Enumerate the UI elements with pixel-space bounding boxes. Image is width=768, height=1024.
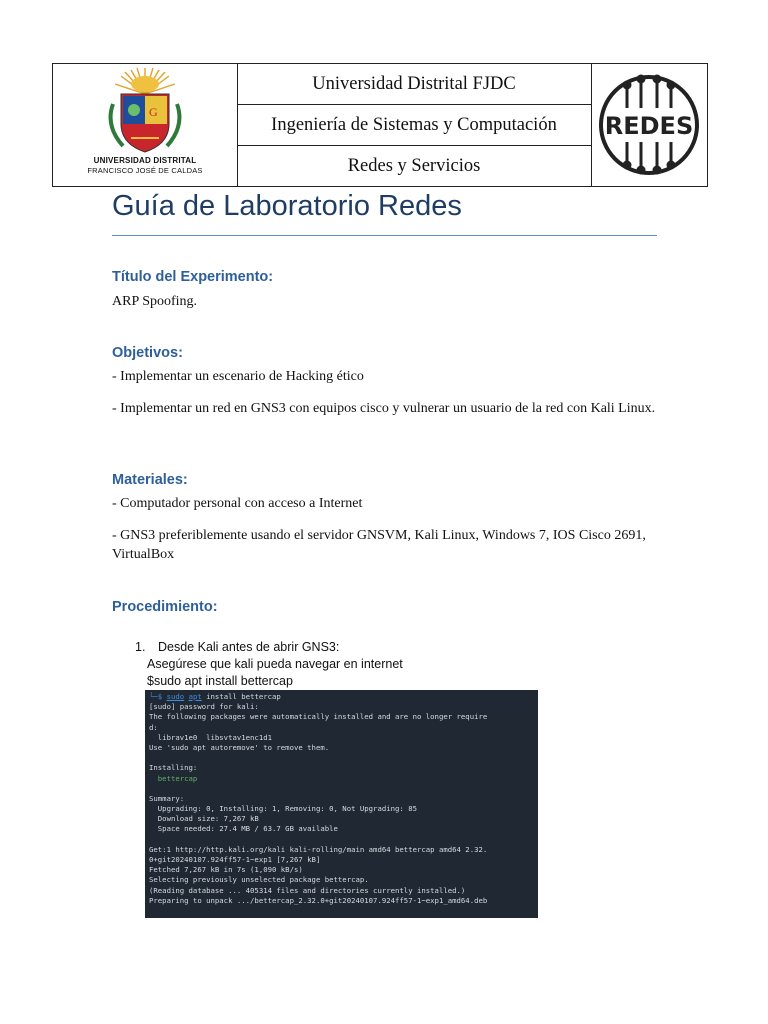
terminal-line: The following packages were automatically installed and are no longer require (149, 712, 488, 722)
step-number: 1. (135, 640, 146, 654)
university-subcaption: FRANCISCO JOSÉ DE CALDAS (87, 166, 203, 175)
terminal-installing-package: bettercap (149, 773, 198, 783)
terminal-line: d: (149, 722, 158, 732)
terminal-prompt: └─$ (149, 692, 167, 701)
terminal-line (149, 784, 534, 794)
objetivo-item-1: - Implementar un escenario de Hacking ético (112, 369, 364, 384)
terminal-line: 0+git20240107.924ff57-1~exp1 [7,267 kB] (149, 855, 321, 864)
section-heading-materiales: Materiales: (112, 472, 188, 488)
header-center (237, 64, 592, 186)
terminal-line: Fetched 7,267 kB in 7s (1,090 kB/s) (149, 865, 303, 875)
terminal-line (149, 753, 534, 763)
terminal-cmd-sudo: sudo (166, 692, 185, 701)
terminal-line (149, 835, 534, 845)
header-row-course: Redes y Servicios (347, 156, 481, 176)
header-table (52, 63, 708, 187)
svg-text:G: G (149, 105, 158, 119)
section-heading-procedimiento: Procedimiento: (112, 599, 218, 615)
redes-logo-text: REDES (604, 112, 694, 140)
terminal-line: Summary: (149, 793, 185, 803)
university-caption: UNIVERSIDAD DISTRITAL (93, 156, 197, 165)
redes-logo-cell (591, 64, 707, 186)
step-line-install: $sudo apt install bettercap (147, 674, 293, 688)
redes-logo-icon (591, 64, 707, 186)
title-divider (112, 235, 657, 236)
terminal-cmd-rest: install bettercap (201, 692, 281, 701)
terminal-line: Use 'sudo apt autoremove' to remove them. (149, 742, 330, 752)
material-item-1: - Computador personal con acceso a Internet (112, 496, 363, 511)
terminal-line: Space needed: 27.4 MB / 63.7 GB available (149, 824, 338, 834)
header-row-university: Universidad Distrital FJDC (237, 64, 591, 105)
terminal-line: librav1e0 libsvtav1enc1d1 (149, 732, 273, 742)
material-item-2: - GNS3 preferiblemente usando el servidor GNSVM, Kali Linux, Windows 7, IOS Cisco 2691, VirtualBox (112, 528, 646, 562)
terminal-line: Preparing to unpack .../bettercap_2.32.0+git20240107.924ff57-1~exp1_amd64.deb (149, 895, 488, 905)
terminal-line: (Reading database ... 405314 files and directories currently installed.) (149, 885, 466, 895)
terminal-line: Get:1 http://http.kali.org/kali kali-rolling/main amd64 bettercap amd64 2.32. (149, 844, 488, 854)
terminal-line: Upgrading: 0, Installing: 1, Removing: 0, Not Upgrading: 85 (149, 804, 417, 814)
section-heading-objetivos: Objetivos: (112, 345, 183, 361)
terminal-line: Selecting previously unselected package bettercap. (149, 875, 369, 885)
header-row-program: Ingeniería de Sistemas y Computación (237, 105, 591, 146)
step-line-internet: Asegúrese que kali pueda navegar en internet (147, 657, 403, 671)
terminal-line: Installing: (149, 763, 198, 773)
page-title: Guía de Laboratorio Redes (112, 190, 462, 222)
objetivo-item-2: - Implementar un red en GNS3 con equipos cisco y vulnerar un usuario de la red con Kali Linux. (112, 401, 656, 416)
terminal-line: [sudo] password for kali: (149, 702, 259, 712)
terminal-line: Download size: 7,267 kB (149, 814, 259, 824)
titulo-text: ARP Spoofing. (112, 294, 198, 309)
step-text: Desde Kali antes de abrir GNS3: (158, 640, 340, 654)
university-logo-cell (53, 64, 238, 186)
terminal-screenshot (145, 690, 538, 918)
university-crest-icon (53, 64, 237, 156)
terminal-command-line (149, 692, 534, 702)
section-heading-titulo: Título del Experimento: (112, 269, 274, 285)
terminal-cmd-apt: apt (188, 692, 202, 701)
